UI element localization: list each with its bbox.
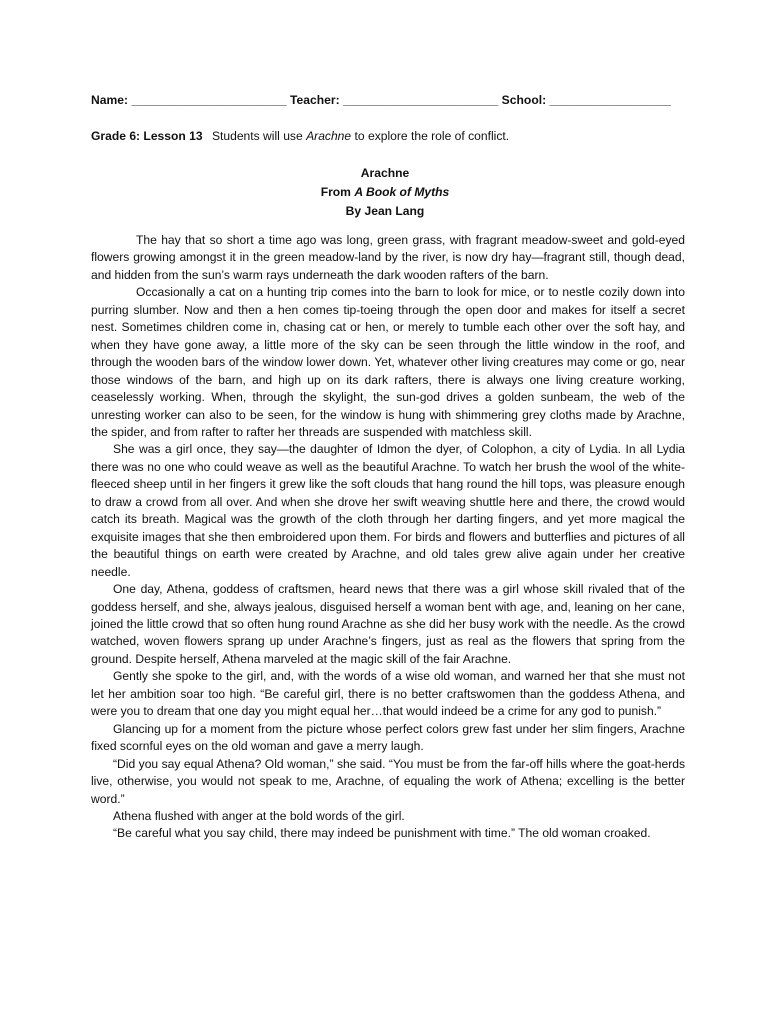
paragraph: Occasionally a cat on a hunting trip comes into the barn to look for mice, or to nestle cozily down into purring slumber. Now and then a hen comes tip-toeing through the open door and makes for itself a secret nest. Sometimes children come in, chasing cat or hen, or merely to tumble each other over the soft hay, and when they have gone away, a little more of the sky can be seen through the little window in the roof, and through the wooden bars of the window lower down. Yet, whatever other living creatures may come or go, near those windows of the barn, and high up on its dark rafters, there is always one living creature working, ceaselessly working. When, through the skylight, the sun-god drives a golden sunbeam, the web of the unresting worker can also to be seen, for the window is hung with shimmering grey cloths made by Arachne, the spider, and from rafter to rafter her threads are suspended with matchless skill. bbox=[91, 285, 685, 439]
paragraph: Glancing up for a moment from the picture whose perfect colors grew fast under her slim fingers, Arachne fixed scornful eyes on the old woman and gave a merry laugh. bbox=[91, 721, 685, 754]
teacher-label: Teacher: bbox=[290, 93, 340, 107]
lesson-text-after: to explore the role of conflict. bbox=[354, 129, 510, 143]
lesson-objective bbox=[91, 129, 711, 143]
school-blank: __________________ bbox=[549, 93, 671, 107]
paragraph: She was a girl once, they say—the daughter of Idmon the dyer, of Colophon, a city of Lydia. In all Lydia there was no one who could weave as well as the beautiful Arachne. To watch her brush the wool of the white-fleeced sheep until in her fingers it grew like the soft clouds that hang round the hill tops, was pleasure enough to draw a crowd from all over. And when she drove her swift weaving shuttle here and there, the crowd would catch its breath. Magical was the growth of the cloth through her darting fingers, and yet more magical the exquisite images that she then embroidered upon them. For birds and flowers and butterflies and pictures of all the beautiful things on earth were created by Arachne, and old tales grew alive again under her creative needle. bbox=[91, 442, 685, 579]
paragraph: Athena flushed with anger at the bold words of the girl. bbox=[113, 808, 405, 823]
paragraph: Gently she spoke to the girl, and, with the words of a wise old woman, and warned her that she must not let her ambition soar too high. “Be careful girl, there is no better craftswomen than the goddess Athena, and were you to dream that one day you might equal her…that would indeed be a crime for any god to punish.” bbox=[91, 669, 685, 719]
header-fields bbox=[91, 93, 711, 107]
name-label: Name: bbox=[91, 93, 129, 107]
story-source-prefix: From bbox=[320, 185, 351, 199]
story-title-block bbox=[0, 164, 770, 221]
teacher-blank: _______________________ bbox=[343, 93, 499, 107]
paragraph: “Be careful what you say child, there may indeed be punishment with time.” The old woman croaked. bbox=[113, 826, 651, 841]
story-source bbox=[0, 183, 770, 202]
story-title: Arachne bbox=[360, 166, 410, 180]
paragraph: The hay that so short a time ago was long, green grass, with fragrant meadow-sweet and gold-eyed flowers growing amongst it in the green meadow-land by the river, is now dry hay—fragrant still, though dead, and hidden from the sun’s warm rays underneath the dark wooden rafters of the barn. bbox=[91, 233, 685, 282]
lesson-title-italic: Arachne bbox=[306, 129, 352, 143]
story-byline: By Jean Lang bbox=[345, 204, 425, 218]
paragraph: One day, Athena, goddess of craftsmen, heard news that there was a girl whose skill rivaled that of the goddess herself, and she, always jealous, disguised herself a woman bent with age, and, leaning on her cane, joined the little crowd that so often hung round Arachne as she did her busy work with the needle. As the crowd watched, woven flowers sprang up under Arachne’s fingers, just as real as the flowers that spring from the ground. Despite herself, Athena marveled at the magic skill of the fair Arachne. bbox=[91, 582, 685, 666]
lesson-label: Grade 6: Lesson 13 bbox=[91, 129, 203, 143]
lesson-text-before: Students will use bbox=[211, 129, 303, 143]
story-source-book: A Book of Myths bbox=[354, 185, 450, 199]
school-label: School: bbox=[501, 93, 547, 107]
story-body bbox=[91, 232, 685, 843]
name-blank: _______________________ bbox=[131, 93, 287, 107]
paragraph: “Did you say equal Athena? Old woman,” she said. “You must be from the far-off hills where the goat-herds live, otherwise, you would not speak to me, Arachne, of equaling the work of Athena; excelling is the better word.” bbox=[91, 756, 685, 806]
